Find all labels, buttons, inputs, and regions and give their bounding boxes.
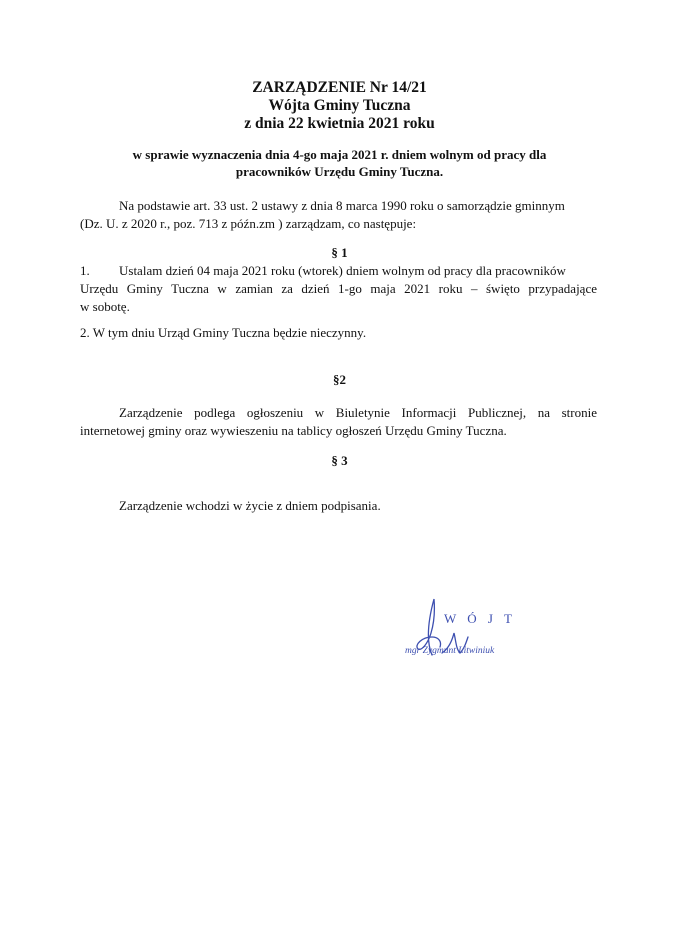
stamp-title: W Ó J T [444,611,516,626]
section-1-item-1-line-2: Urzędu Gminy Tuczna w zamian za dzień 1-go maja 2021 roku – święto przypadające [80,281,597,296]
preamble-line-1: Na podstawie art. 33 ust. 2 ustawy z dnia 8 marca 1990 roku o samorządzie gminnym [119,198,565,213]
preamble [80,197,597,233]
section-2-body [80,404,597,440]
stamp-name: mgr Zygmunt Litwiniuk [405,646,495,656]
section-2-line-1: Zarządzenie podlega ogłoszeniu w Biuletynie Informacji Publicznej, na stronie [119,405,597,420]
document-title [0,79,679,133]
signature-stamp [404,593,544,663]
title-line-2: Wójta Gminy Tuczna [268,97,411,114]
preamble-line-2: (Dz. U. z 2020 r., poz. 713 z późn.zm ) zarządzam, co następuje: [80,216,417,231]
section-2-line-2: internetowej gminy oraz wywieszeniu na tablicy ogłoszeń Urzędu Gminy Tuczna. [80,423,507,438]
section-1-item-1-line-3: w sobotę. [80,299,130,314]
subject-line-2: pracowników Urzędu Gminy Tuczna. [235,164,444,179]
section-1-item-1 [80,262,597,316]
section-3-heading: § 3 [331,453,348,468]
title-line-1: ZARZĄDZENIE Nr 14/21 [252,79,427,96]
subject-line-1: w sprawie wyznaczenia dnia 4-go maja 2021 r. dniem wolnym od pracy dla [132,147,547,162]
document-subject [0,146,679,180]
title-line-3: z dnia 22 kwietnia 2021 roku [244,115,435,132]
section-3-body: Zarządzenie wchodzi w życie z dniem podpisania. [119,498,381,513]
item-number: 1. [80,263,90,278]
section-1-item-2: 2. W tym dniu Urząd Gminy Tuczna będzie nieczynny. [80,325,367,340]
section-2-heading: §2 [333,372,346,387]
section-1-item-1-line-1: 1. Ustalam dzień 04 maja 2021 roku (wtorek) dniem wolnym od pracy dla pracowników [80,263,566,278]
section-1-heading: § 1 [331,245,348,260]
